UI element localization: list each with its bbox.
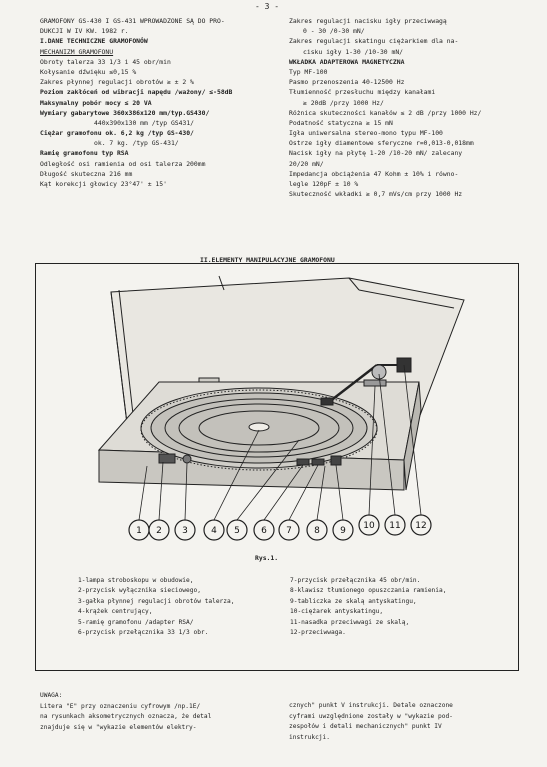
callout-number: 1 [136, 526, 142, 536]
spec-line: Zakres płynnej regulacji obrotów ≥ ± 2 % [40, 78, 194, 87]
spec-line: MECHANIZM GRAMOFONU [40, 47, 114, 56]
note-line: na rysunkach aksometrycznych oznacza, że detal [40, 713, 212, 721]
centring-disc [249, 423, 269, 431]
button-33 [297, 459, 309, 465]
technical-data-right-column [289, 16, 539, 199]
note-line: UWAGA: [40, 692, 63, 699]
spec-line: Ciężar gramofonu ok. 6,2 kg /typ GS-430/ [40, 129, 194, 138]
figure-caption: Rys.1. [255, 554, 279, 562]
spec-line: Nacisk igły na płytę 1-20 /10-20 mN/ zalecany [289, 149, 463, 158]
spec-line: Ramię gramofonu typ RSA [40, 149, 129, 158]
spec-line: Zakres regulacji nacisku igły przeciwwagą [289, 17, 447, 25]
spec-line: ≥ 20dB /przy 1000 Hz/ [303, 98, 384, 107]
spec-line: Tłumienność przesłuchu między kanałami [289, 88, 436, 97]
note-line: zespołów i detali mechanicznych" punkt IV [289, 723, 442, 731]
note-right [289, 701, 453, 743]
note-line: znajduje się w "wykazie elementów elektry- [40, 723, 197, 731]
spec-line: Zakres regulacji skatingu ciężarkiem dla na- [289, 37, 459, 46]
legend-right [290, 576, 446, 638]
callout-group [129, 515, 431, 540]
callout-number: 2 [156, 526, 162, 536]
callout-number: 8 [314, 526, 320, 536]
spec-line: Obroty talerza 33 1/3 i 45 obr/min [40, 57, 171, 66]
legend-item: 10-ciężarek antyskatingu, [290, 608, 384, 616]
note-line: cznych" punkt V instrukcji. Detale oznaczone [289, 702, 453, 709]
spec-line: Wymiary gabarytowe 360x386x120 mm/typ.GS430/ [40, 108, 210, 117]
legend-item: 3-gałka płynnej regulacji obrotów talerza, [78, 597, 235, 605]
cue-lever [331, 456, 341, 465]
note-left [40, 691, 211, 733]
spec-line: Igła uniwersalna stereo-mono typu MF-100 [289, 129, 443, 138]
callout-number: 6 [261, 526, 267, 536]
legend-left [78, 576, 234, 638]
speed-adjust-knob [183, 455, 191, 463]
spec-line: ok. 7 kg. /typ GS-431/ [94, 139, 179, 148]
legend-item: 6-przycisk przełącznika 33 1/3 obr. [78, 628, 209, 636]
callout-number: 5 [234, 526, 240, 536]
spec-line: Długość skuteczna 216 mm [40, 169, 133, 178]
spec-line: Kąt korekcji głowicy 23°47' ± 15' [40, 180, 167, 188]
spec-line: Skuteczność wkładki ≥ 0,7 mVs/cm przy 1000 Hz [289, 190, 463, 199]
strobe-lamp-housing [159, 454, 175, 463]
spec-line: legle 120pF ± 10 % [289, 180, 359, 188]
legend-item: 5-ramię gramofonu /adapter RSA/ [78, 618, 194, 626]
spec-line: 0 - 30 /0-30 mN/ [303, 27, 365, 36]
spec-line: Odległość osi ramienia od osi talerza 200mm [40, 159, 206, 168]
spec-line: Ostrze igły diamentowe sferyczne r=0,013-0,018mm [289, 139, 474, 148]
callout-number: 11 [389, 521, 401, 531]
spec-line: 440x390x130 mm /typ GS431/ [94, 118, 195, 127]
spec-line: cisku igły 1-30 /10-30 mN/ [303, 47, 404, 56]
spec-line: 20/20 mN/ [289, 159, 324, 168]
spec-line: GRAMOFONY GS-430 I GS-431 WPROWADZONE SĄ DO PRO- [40, 17, 225, 25]
turntable-illustration [59, 270, 499, 550]
callout-number: 10 [363, 521, 375, 531]
note-line: instrukcji. [289, 733, 330, 741]
technical-data-left-column [40, 16, 280, 189]
callout-number: 4 [211, 526, 217, 536]
legend-item: 11-nasadka przeciwwagi ze skalą, [290, 618, 410, 626]
legend-item: 1-lampa stroboskopu w obudowie, [78, 577, 194, 584]
spec-line: Typ MF-100 [289, 67, 328, 76]
legend-item: 7-przycisk przełącznika 45 obr/min. [290, 577, 421, 584]
legend-item: 8-klawisz tłumionego opuszczania ramienia, [290, 587, 447, 595]
callout-number: 9 [340, 526, 346, 536]
spec-line: WKŁADKA ADAPTEROWA MAGNETYCZNA [289, 57, 405, 66]
legend-item: 12-przeciwwaga. [290, 628, 346, 636]
spec-line: Impedancja obciążenia 47 Kohm ± 10% i równo- [289, 169, 459, 178]
callout-number: 3 [182, 526, 188, 536]
section-title-controls: II.ELEMENTY MANIPULACYJNE GRAMOFONU [200, 256, 335, 264]
spec-line: Poziom zakłóceń od wibracji napędu /ważony/ ≤-58dB [40, 88, 233, 97]
spec-line: Kołysanie dźwięku ≤0,15 % [40, 67, 137, 76]
antiskating-plate [364, 380, 386, 386]
spec-line: Podatność statyczna ≥ 15 mN [289, 118, 393, 127]
callout-number: 12 [415, 521, 427, 531]
note-line: cyframi uwzględnione zostały w "wykazie pod- [289, 712, 453, 720]
page-number: - 3 - [255, 2, 280, 11]
spec-line: DUKCJI W IV KW. 1982 r. [40, 27, 129, 36]
legend-item: 2-przycisk wyłącznika sieciowego, [78, 587, 201, 595]
legend-item: 4-krążek centrujący, [78, 608, 153, 616]
callout-number: 7 [286, 526, 292, 536]
spec-line: I.DANE TECHNICZNE GRAMOFONÓW [40, 37, 148, 46]
headshell [321, 398, 333, 405]
legend-item: 9-tabliczka ze skalą antyskatingu, [290, 597, 417, 605]
button-45 [312, 459, 324, 465]
spec-line: Różnica skuteczności kanałów ≤ 2 dB /przy 1000 Hz/ [289, 108, 482, 117]
note-line: Litera "E" przy oznaczeniu cyfrowym /np.1E/ [40, 702, 201, 710]
spec-line: Pasmo przenoszenia 40-12500 Hz [289, 78, 405, 87]
spec-line: Maksymalny pobór mocy ≤ 20 VA [40, 98, 152, 107]
